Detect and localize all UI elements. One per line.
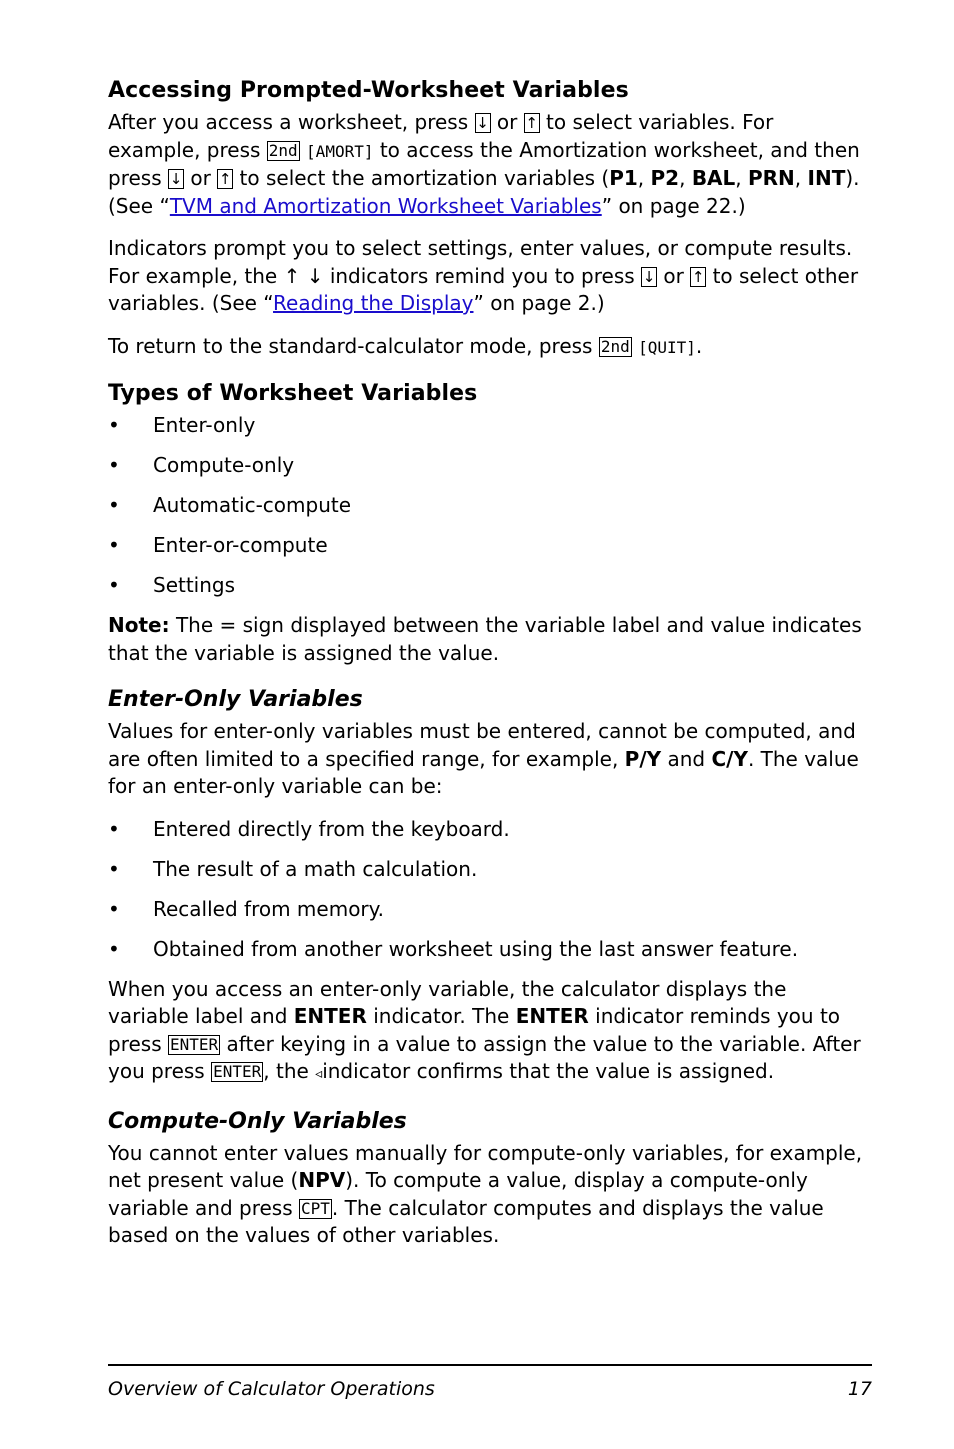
section-heading-compute-only: Compute-Only Variables — [108, 1108, 407, 1134]
cpt-key: CPT — [301, 1198, 330, 1218]
footer-page-number: 17 — [847, 1378, 872, 1400]
footer-divider — [108, 1364, 872, 1366]
paragraph-indicators: Indicators prompt you to select settings, enter values, or compute results. For example, the ↑ ↓ indicators remind you to press ↓ or ↑ to select other variables. (See “Reading the Display” on page 2.) — [108, 236, 859, 315]
up-arrow-key-icon: ↑ — [525, 114, 538, 132]
note-paragraph: Note: The = sign displayed between the variable label and value indicates that the variable is assigned the value. — [108, 613, 862, 665]
note-label: Note: — [108, 613, 170, 637]
link-reading-the-display[interactable]: Reading the Display — [273, 291, 474, 315]
second-key: 2nd — [268, 140, 298, 160]
paragraph-access-variables: After you access a worksheet, press ↓ or ↑ to select variables. For example, press 2nd [AMORT] to access the Amortization worksheet, and then press ↓ or ↑ to select the amortization variables (P1, P2, BAL, PRN, INT).(See “TVM and Amortization Worksheet Variables” on page 22.) — [108, 110, 860, 218]
var-bal: BAL — [691, 166, 736, 190]
enter-indicator-label: ENTER — [515, 1004, 589, 1028]
up-down-indicator-icon: ↑ ↓ — [283, 263, 324, 288]
enter-indicator-label: ENTER — [293, 1004, 367, 1028]
paragraph-compute-only: You cannot enter values manually for compute-only variables, for example, net present value (NPV). To compute a value, display a compute-only variable and press CPT . The calculator computes and displays the value based on the values of other variables. — [108, 1140, 863, 1247]
list-item: • Entered directly from the keyboard. — [108, 816, 872, 843]
enter-only-sources-list — [108, 816, 872, 963]
var-p2: P2 — [650, 166, 680, 190]
var-int: INT — [807, 166, 846, 190]
list-item: • Enter-only — [108, 412, 872, 439]
enter-key: ENTER — [213, 1062, 262, 1081]
amort-key: [AMORT] — [306, 141, 374, 161]
page-content — [108, 78, 872, 1265]
footer-chapter-title: Overview of Calculator Operations — [108, 1378, 435, 1400]
section-heading-types: Types of Worksheet Variables — [108, 381, 478, 406]
section-heading-enter-only: Enter-Only Variables — [108, 687, 363, 712]
down-arrow-key-icon: ↓ — [169, 170, 183, 188]
list-item: • Enter-or-compute — [108, 532, 872, 559]
quit-key: [QUIT] — [638, 337, 696, 357]
list-item: • Recalled from memory. — [108, 896, 872, 923]
var-py: P/Y — [624, 746, 662, 771]
variable-types-list — [108, 412, 872, 599]
enter-key: ENTER — [169, 1034, 219, 1054]
second-key: 2nd — [600, 336, 630, 356]
var-p1: P1 — [609, 166, 638, 190]
paragraph-return-standard: To return to the standard-calculator mode, press 2nd [QUIT]. — [108, 333, 703, 358]
paragraph-enter-only-values: Values for enter-only variables must be entered, cannot be computed, and are often limited to a specified range, for example, P/Y and C/Y. The value for an enter-only variable can be: — [108, 719, 859, 798]
section-heading-accessing: Accessing Prompted-Worksheet Variables — [108, 78, 629, 103]
var-cy: C/Y — [711, 746, 748, 771]
list-item: • Compute-only — [108, 452, 872, 479]
list-item: • The result of a math calculation. — [108, 856, 872, 883]
list-item: • Obtained from another worksheet using the last answer feature. — [108, 936, 872, 963]
list-item: • Automatic-compute — [108, 492, 872, 519]
down-arrow-key-icon: ↓ — [476, 114, 489, 132]
up-arrow-key-icon: ↑ — [218, 170, 232, 188]
assigned-triangle-icon: ◃ — [315, 1066, 323, 1082]
up-arrow-key-icon: ↑ — [691, 267, 705, 286]
list-item: • Settings — [108, 572, 872, 599]
paragraph-enter-indicator: When you access an enter-only variable, the calculator displays the variable label and ENTER indicator. The ENTER indicator reminds you to press ENTER after keying in a value to assign the value to the variable. After you press ENTER , the ◃indicator confirms that the value is assigned. — [108, 976, 861, 1083]
link-tvm-amortization-variables[interactable]: TVM and Amortization Worksheet Variables — [169, 193, 602, 218]
down-arrow-key-icon: ↓ — [642, 267, 656, 286]
var-npv: NPV — [298, 1168, 346, 1192]
var-prn: PRN — [748, 166, 795, 190]
